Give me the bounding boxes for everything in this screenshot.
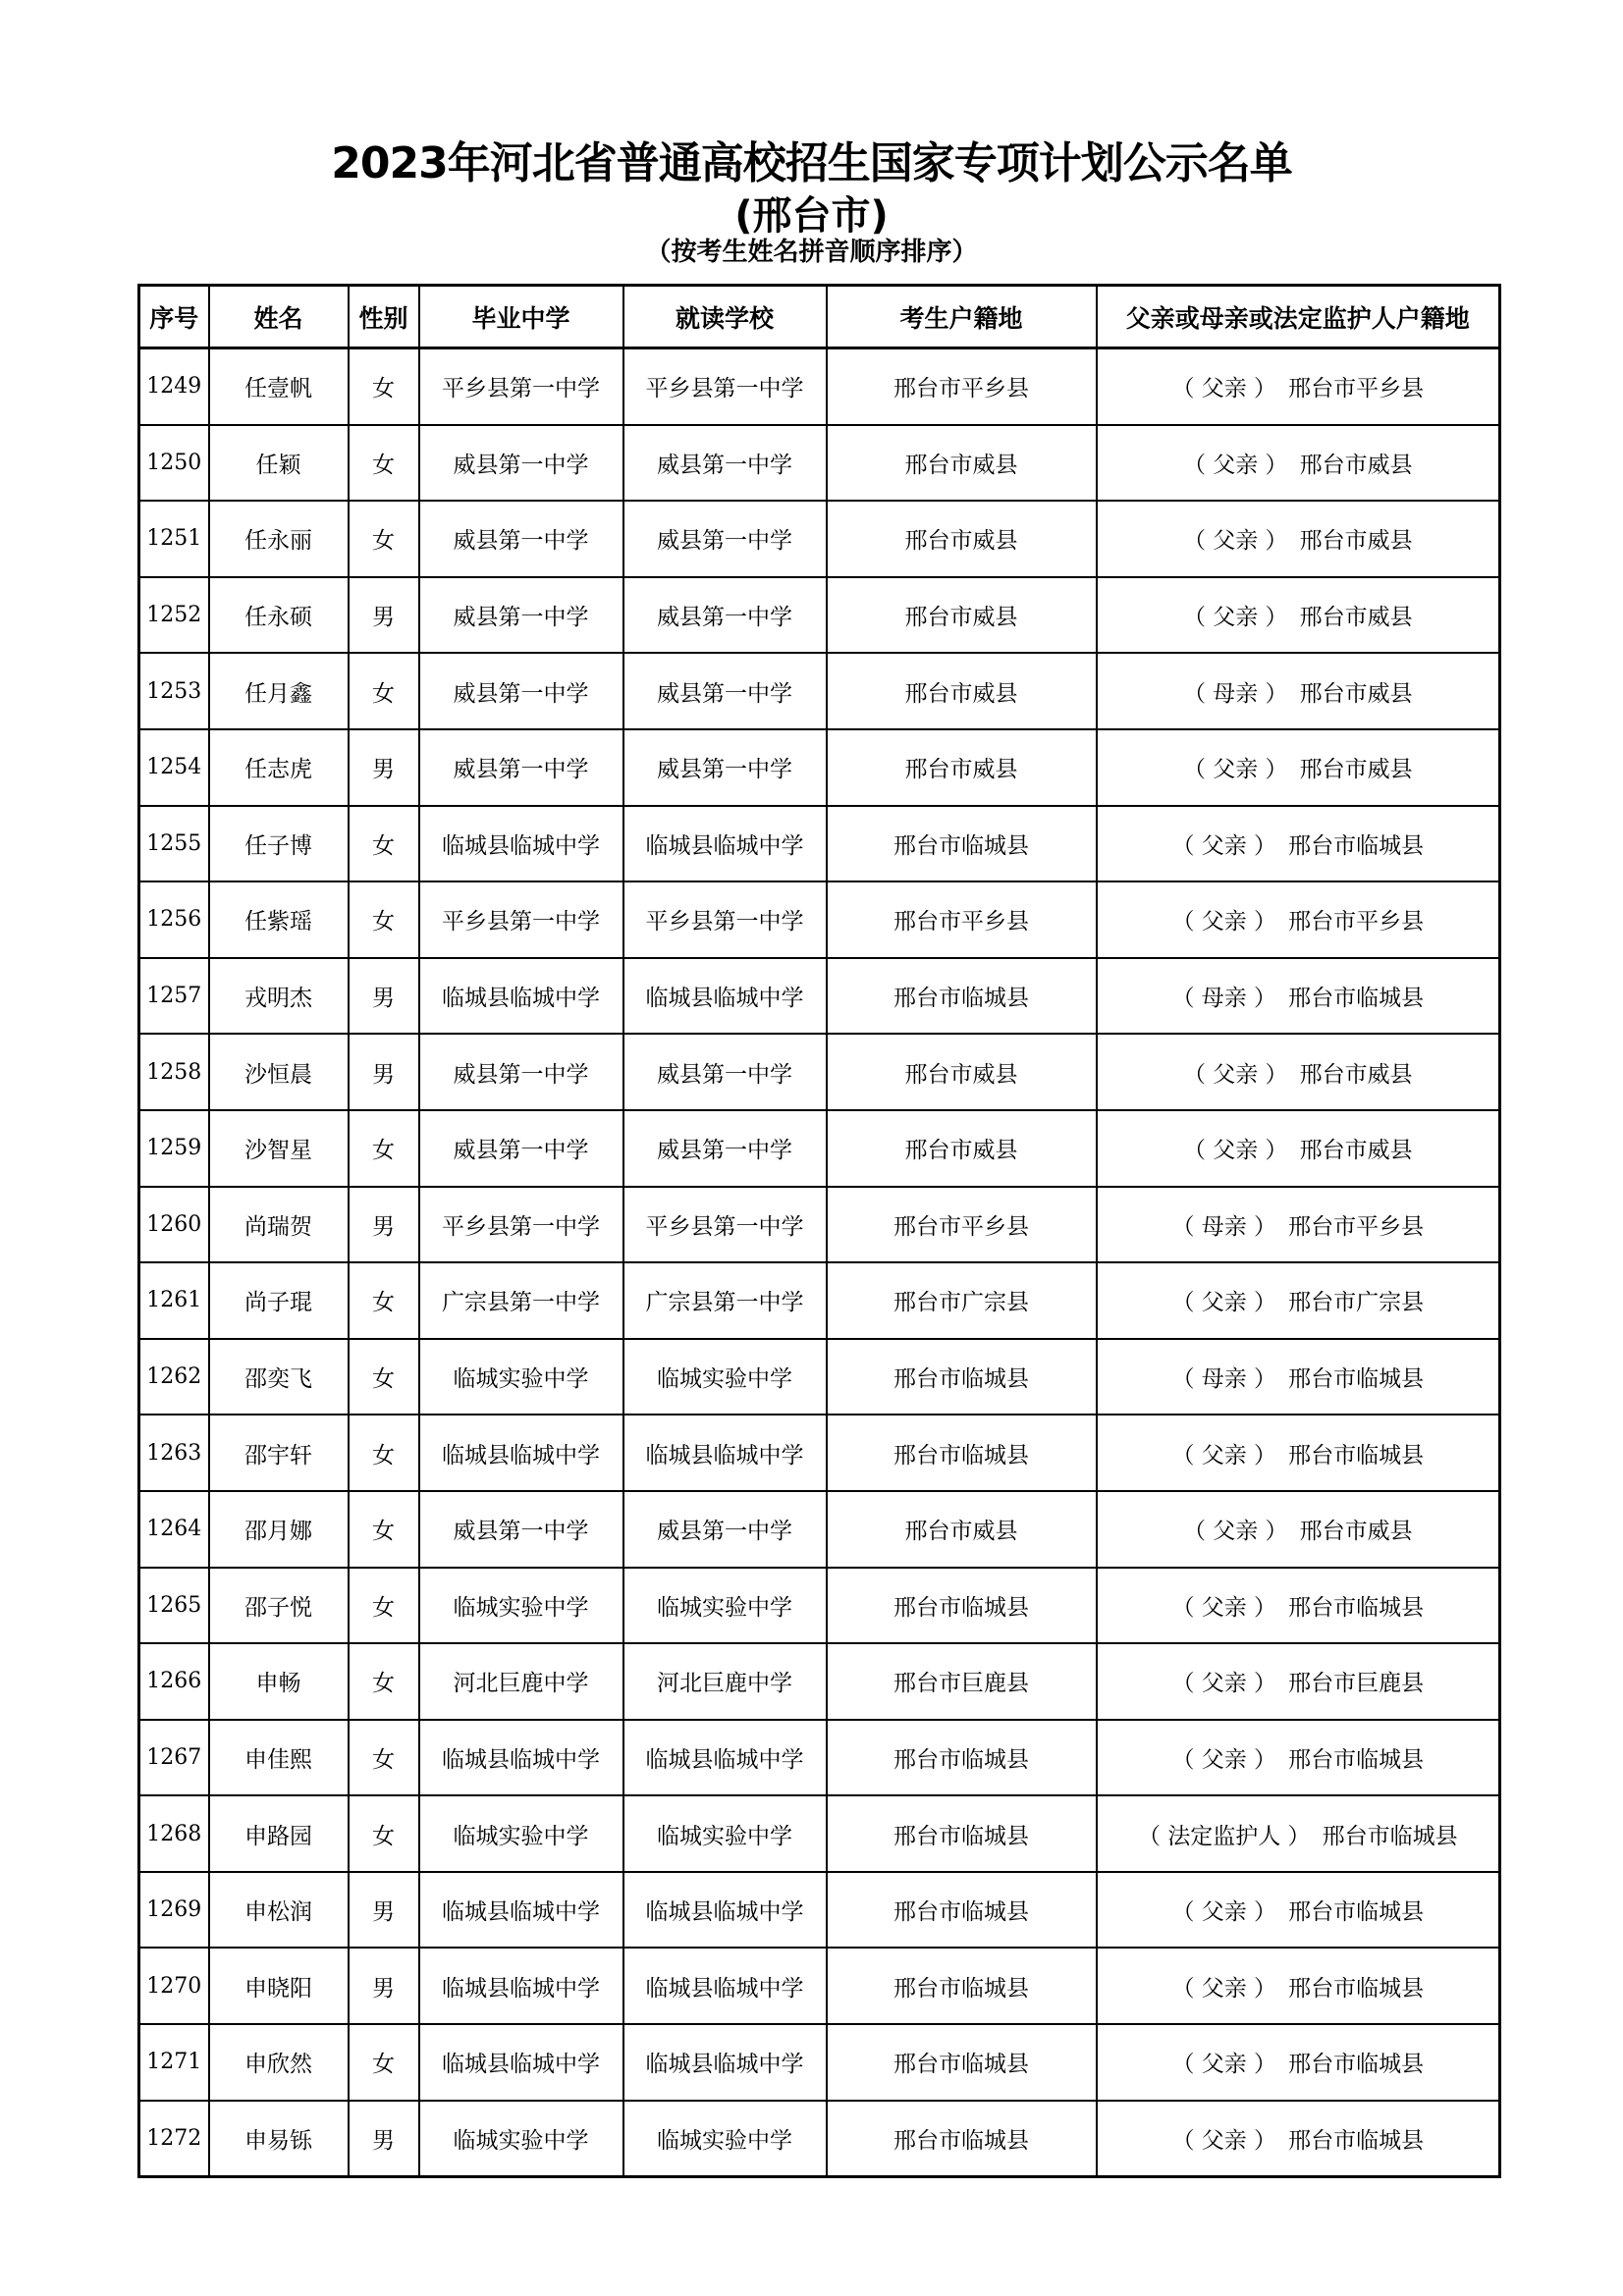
- parent-hukou-place: 邢台市威县: [1299, 1519, 1413, 1545]
- student-hukou-cell: 邢台市临城县: [827, 1795, 1097, 1872]
- parent-hukou-cell: [1097, 958, 1500, 1035]
- sex-cell: 女: [349, 2024, 419, 2101]
- parent-hukou-place: 邢台市威县: [1299, 1061, 1413, 1088]
- parent-hukou-place: 邢台市临城县: [1288, 1899, 1425, 1926]
- parent-hukou-place: 邢台市临城县: [1288, 2127, 1425, 2154]
- parent-hukou-place: 邢台市平乡县: [1288, 1213, 1425, 1240]
- name-cell: 沙智星: [209, 1110, 349, 1187]
- parent-hukou-place: 邢台市威县: [1299, 1138, 1413, 1164]
- sex-cell: 女: [349, 348, 419, 425]
- parent-relation: （ 母亲 ）: [1171, 1213, 1277, 1240]
- parent-hukou-cell: [1097, 1795, 1500, 1872]
- parent-hukou-place: 邢台市威县: [1299, 605, 1413, 631]
- current-school-cell: 威县第一中学: [623, 1034, 827, 1110]
- parent-hukou-cell: [1097, 1262, 1500, 1339]
- parent-relation: （ 父亲 ）: [1182, 605, 1288, 631]
- graduate-school-cell: 广宗县第一中学: [419, 1262, 623, 1339]
- current-school-cell: 威县第一中学: [623, 501, 827, 577]
- parent-relation: （ 父亲 ）: [1171, 1594, 1277, 1621]
- table-row: [139, 1720, 1500, 1796]
- student-hukou-cell: 邢台市威县: [827, 1110, 1097, 1187]
- name-cell: 尚子琨: [209, 1262, 349, 1339]
- current-school-cell: 威县第一中学: [623, 577, 827, 654]
- current-school-cell: 威县第一中学: [623, 1110, 827, 1187]
- sort-note: （按考生姓名拼音顺序排序）: [645, 238, 978, 267]
- parent-hukou-place: 邢台市临城县: [1288, 1442, 1425, 1468]
- header-parent-hukou: 父亲或母亲或法定监护人户籍地: [1097, 286, 1500, 348]
- table-row: [139, 1187, 1500, 1263]
- table-header-row: [139, 286, 1500, 348]
- table-row: [139, 1491, 1500, 1568]
- table-row: [139, 1948, 1500, 2024]
- current-school-cell: 临城县临城中学: [623, 1948, 827, 2024]
- student-list-table: [137, 284, 1501, 2178]
- current-school-cell: 广宗县第一中学: [623, 1262, 827, 1339]
- name-cell: 申佳熙: [209, 1720, 349, 1796]
- parent-relation: （ 母亲 ）: [1171, 1366, 1277, 1393]
- table-row: [139, 1339, 1500, 1415]
- parent-hukou-cell: [1097, 653, 1500, 729]
- graduate-school-cell: 威县第一中学: [419, 729, 623, 806]
- current-school-cell: 临城实验中学: [623, 1339, 827, 1415]
- student-hukou-cell: 邢台市威县: [827, 425, 1097, 502]
- sex-cell: 女: [349, 1643, 419, 1720]
- current-school-cell: 平乡县第一中学: [623, 348, 827, 425]
- sex-cell: 女: [349, 1415, 419, 1491]
- parent-relation: （ 父亲 ）: [1182, 452, 1288, 478]
- student-hukou-cell: 邢台市临城县: [827, 958, 1097, 1035]
- current-school-cell: 临城实验中学: [623, 1795, 827, 1872]
- sex-cell: 女: [349, 653, 419, 729]
- name-cell: 邵子悦: [209, 1568, 349, 1644]
- graduate-school-cell: 临城县临城中学: [419, 958, 623, 1035]
- student-hukou-cell: 邢台市威县: [827, 729, 1097, 806]
- graduate-school-cell: 平乡县第一中学: [419, 348, 623, 425]
- sex-cell: 男: [349, 1187, 419, 1263]
- sex-cell: 女: [349, 501, 419, 577]
- parent-hukou-place: 邢台市临城县: [1288, 832, 1425, 859]
- name-cell: 任志虎: [209, 729, 349, 806]
- table-row: [139, 958, 1500, 1035]
- parent-relation: （ 父亲 ）: [1171, 909, 1277, 935]
- graduate-school-cell: 临城县临城中学: [419, 1415, 623, 1491]
- parent-hukou-place: 邢台市临城县: [1322, 1823, 1458, 1849]
- table-row: [139, 1110, 1500, 1187]
- student-hukou-cell: 邢台市临城县: [827, 1568, 1097, 1644]
- parent-relation: （ 父亲 ）: [1171, 1290, 1277, 1316]
- graduate-school-cell: 临城县临城中学: [419, 2024, 623, 2101]
- index-cell: 1261: [139, 1262, 209, 1339]
- graduate-school-cell: 平乡县第一中学: [419, 1187, 623, 1263]
- sex-cell: 女: [349, 1491, 419, 1568]
- index-cell: 1265: [139, 1568, 209, 1644]
- sex-cell: 女: [349, 425, 419, 502]
- index-cell: 1270: [139, 1948, 209, 2024]
- parent-hukou-cell: [1097, 1948, 1500, 2024]
- parent-relation: （ 母亲 ）: [1171, 986, 1277, 1012]
- sex-cell: 女: [349, 1110, 419, 1187]
- student-hukou-cell: 邢台市平乡县: [827, 348, 1097, 425]
- parent-relation: （ 父亲 ）: [1171, 1899, 1277, 1926]
- parent-hukou-cell: [1097, 2024, 1500, 2101]
- student-hukou-cell: 邢台市临城县: [827, 1872, 1097, 1949]
- index-cell: 1253: [139, 653, 209, 729]
- parent-hukou-place: 邢台市威县: [1299, 680, 1413, 707]
- name-cell: 任紫瑶: [209, 881, 349, 958]
- student-hukou-cell: 邢台市平乡县: [827, 881, 1097, 958]
- name-cell: 任壹帆: [209, 348, 349, 425]
- parent-hukou-cell: [1097, 2101, 1500, 2177]
- parent-hukou-cell: [1097, 1034, 1500, 1110]
- sex-cell: 女: [349, 1339, 419, 1415]
- parent-hukou-cell: [1097, 806, 1500, 882]
- parent-hukou-place: 邢台市临城县: [1288, 2052, 1425, 2078]
- graduate-school-cell: 威县第一中学: [419, 501, 623, 577]
- parent-relation: （ 父亲 ）: [1171, 1746, 1277, 1773]
- parent-hukou-place: 邢台市临城县: [1288, 986, 1425, 1012]
- student-hukou-cell: 邢台市临城县: [827, 2024, 1097, 2101]
- name-cell: 申畅: [209, 1643, 349, 1720]
- document-subtitle: (邢台市): [734, 193, 889, 239]
- index-cell: 1263: [139, 1415, 209, 1491]
- parent-relation: （ 父亲 ）: [1182, 1519, 1288, 1545]
- name-cell: 尚瑞贺: [209, 1187, 349, 1263]
- current-school-cell: 临城县临城中学: [623, 958, 827, 1035]
- graduate-school-cell: 临城实验中学: [419, 1568, 623, 1644]
- parent-hukou-cell: [1097, 348, 1500, 425]
- parent-hukou-place: 邢台市临城县: [1288, 1594, 1425, 1621]
- index-cell: 1272: [139, 2101, 209, 2177]
- current-school-cell: 临城县临城中学: [623, 1415, 827, 1491]
- header-sex: 性别: [349, 286, 419, 348]
- sex-cell: 男: [349, 1948, 419, 2024]
- graduate-school-cell: 威县第一中学: [419, 1491, 623, 1568]
- header-current-school: 就读学校: [623, 286, 827, 348]
- sex-cell: 男: [349, 1872, 419, 1949]
- index-cell: 1249: [139, 348, 209, 425]
- table-row: [139, 1034, 1500, 1110]
- parent-hukou-cell: [1097, 1720, 1500, 1796]
- index-cell: 1255: [139, 806, 209, 882]
- parent-hukou-place: 邢台市巨鹿县: [1288, 1671, 1425, 1697]
- parent-relation: （ 父亲 ）: [1182, 528, 1288, 555]
- parent-hukou-place: 邢台市威县: [1299, 452, 1413, 478]
- student-hukou-cell: 邢台市临城县: [827, 1720, 1097, 1796]
- graduate-school-cell: 临城县临城中学: [419, 1872, 623, 1949]
- parent-hukou-place: 邢台市临城县: [1288, 1746, 1425, 1773]
- parent-relation: （ 父亲 ）: [1171, 2127, 1277, 2154]
- parent-relation: （ 父亲 ）: [1171, 832, 1277, 859]
- name-cell: 邵宇轩: [209, 1415, 349, 1491]
- name-cell: 邵月娜: [209, 1491, 349, 1568]
- student-hukou-cell: 邢台市临城县: [827, 1339, 1097, 1415]
- table-row: [139, 1568, 1500, 1644]
- parent-hukou-cell: [1097, 577, 1500, 654]
- student-hukou-cell: 邢台市临城县: [827, 1415, 1097, 1491]
- graduate-school-cell: 威县第一中学: [419, 1034, 623, 1110]
- header-name: 姓名: [209, 286, 349, 348]
- index-cell: 1260: [139, 1187, 209, 1263]
- table-row: [139, 729, 1500, 806]
- index-cell: 1256: [139, 881, 209, 958]
- current-school-cell: 临城实验中学: [623, 1568, 827, 1644]
- name-cell: 申路园: [209, 1795, 349, 1872]
- graduate-school-cell: 河北巨鹿中学: [419, 1643, 623, 1720]
- name-cell: 任永硕: [209, 577, 349, 654]
- current-school-cell: 河北巨鹿中学: [623, 1643, 827, 1720]
- student-hukou-cell: 邢台市威县: [827, 1491, 1097, 1568]
- parent-hukou-cell: [1097, 729, 1500, 806]
- name-cell: 任颖: [209, 425, 349, 502]
- sex-cell: 男: [349, 2101, 419, 2177]
- current-school-cell: 临城县临城中学: [623, 1720, 827, 1796]
- name-cell: 戎明杰: [209, 958, 349, 1035]
- graduate-school-cell: 威县第一中学: [419, 425, 623, 502]
- name-cell: 申松润: [209, 1872, 349, 1949]
- sex-cell: 女: [349, 806, 419, 882]
- student-hukou-cell: 邢台市临城县: [827, 2101, 1097, 2177]
- table-row: [139, 1643, 1500, 1720]
- graduate-school-cell: 临城实验中学: [419, 1339, 623, 1415]
- index-cell: 1250: [139, 425, 209, 502]
- parent-hukou-place: 邢台市临城县: [1288, 1975, 1425, 2002]
- table-row: [139, 1872, 1500, 1949]
- index-cell: 1264: [139, 1491, 209, 1568]
- parent-relation: （ 父亲 ）: [1171, 1671, 1277, 1697]
- parent-hukou-cell: [1097, 1568, 1500, 1644]
- graduate-school-cell: 平乡县第一中学: [419, 881, 623, 958]
- parent-hukou-cell: [1097, 1187, 1500, 1263]
- student-hukou-cell: 邢台市威县: [827, 653, 1097, 729]
- header-student-hukou: 考生户籍地: [827, 286, 1097, 348]
- graduate-school-cell: 临城县临城中学: [419, 1948, 623, 2024]
- current-school-cell: 威县第一中学: [623, 729, 827, 806]
- parent-relation: （ 父亲 ）: [1182, 757, 1288, 783]
- parent-hukou-place: 邢台市威县: [1299, 757, 1413, 783]
- parent-relation: （ 父亲 ）: [1182, 1061, 1288, 1088]
- parent-relation: （ 父亲 ）: [1171, 1975, 1277, 2002]
- parent-relation: （ 母亲 ）: [1182, 680, 1288, 707]
- parent-hukou-cell: [1097, 425, 1500, 502]
- sex-cell: 女: [349, 881, 419, 958]
- parent-hukou-cell: [1097, 1491, 1500, 1568]
- sex-cell: 女: [349, 1720, 419, 1796]
- index-cell: 1252: [139, 577, 209, 654]
- name-cell: 申易铄: [209, 2101, 349, 2177]
- student-hukou-cell: 邢台市威县: [827, 1034, 1097, 1110]
- graduate-school-cell: 威县第一中学: [419, 577, 623, 654]
- name-cell: 沙恒晨: [209, 1034, 349, 1110]
- name-cell: 邵奕飞: [209, 1339, 349, 1415]
- student-hukou-cell: 邢台市巨鹿县: [827, 1643, 1097, 1720]
- current-school-cell: 威县第一中学: [623, 1491, 827, 1568]
- table-row: [139, 348, 1500, 425]
- sex-cell: 男: [349, 577, 419, 654]
- index-cell: 1262: [139, 1339, 209, 1415]
- table-row: [139, 1262, 1500, 1339]
- table-row: [139, 501, 1500, 577]
- sex-cell: 女: [349, 1568, 419, 1644]
- graduate-school-cell: 临城实验中学: [419, 1795, 623, 1872]
- index-cell: 1269: [139, 1872, 209, 1949]
- table-row: [139, 881, 1500, 958]
- parent-relation: （ 父亲 ）: [1171, 2052, 1277, 2078]
- student-hukou-cell: 邢台市临城县: [827, 806, 1097, 882]
- table-row: [139, 806, 1500, 882]
- parent-hukou-cell: [1097, 1339, 1500, 1415]
- sex-cell: 女: [349, 1262, 419, 1339]
- parent-relation: （ 父亲 ）: [1182, 1138, 1288, 1164]
- document-title: 2023年河北省普通高校招生国家专项计划公示名单: [331, 138, 1292, 188]
- header-index: 序号: [139, 286, 209, 348]
- table-row: [139, 653, 1500, 729]
- parent-hukou-place: 邢台市广宗县: [1288, 1290, 1425, 1316]
- index-cell: 1268: [139, 1795, 209, 1872]
- parent-hukou-place: 邢台市平乡县: [1288, 909, 1425, 935]
- index-cell: 1254: [139, 729, 209, 806]
- student-hukou-cell: 邢台市平乡县: [827, 1187, 1097, 1263]
- student-hukou-cell: 邢台市广宗县: [827, 1262, 1097, 1339]
- graduate-school-cell: 威县第一中学: [419, 1110, 623, 1187]
- index-cell: 1267: [139, 1720, 209, 1796]
- student-hukou-cell: 邢台市威县: [827, 501, 1097, 577]
- name-cell: 申欣然: [209, 2024, 349, 2101]
- student-hukou-cell: 邢台市威县: [827, 577, 1097, 654]
- index-cell: 1271: [139, 2024, 209, 2101]
- index-cell: 1258: [139, 1034, 209, 1110]
- name-cell: 申晓阳: [209, 1948, 349, 2024]
- student-hukou-cell: 邢台市临城县: [827, 1948, 1097, 2024]
- table-row: [139, 2101, 1500, 2177]
- parent-relation: （ 法定监护人 ）: [1137, 1823, 1311, 1849]
- sex-cell: 女: [349, 1795, 419, 1872]
- current-school-cell: 平乡县第一中学: [623, 881, 827, 958]
- parent-hukou-place: 邢台市威县: [1299, 528, 1413, 555]
- table-row: [139, 425, 1500, 502]
- index-cell: 1257: [139, 958, 209, 1035]
- current-school-cell: 威县第一中学: [623, 425, 827, 502]
- sex-cell: 男: [349, 1034, 419, 1110]
- graduate-school-cell: 威县第一中学: [419, 653, 623, 729]
- table-row: [139, 1795, 1500, 1872]
- parent-hukou-place: 邢台市平乡县: [1288, 376, 1425, 402]
- current-school-cell: 威县第一中学: [623, 653, 827, 729]
- parent-hukou-cell: [1097, 1643, 1500, 1720]
- table-row: [139, 577, 1500, 654]
- sex-cell: 男: [349, 958, 419, 1035]
- current-school-cell: 临城县临城中学: [623, 1872, 827, 1949]
- parent-hukou-cell: [1097, 881, 1500, 958]
- current-school-cell: 临城县临城中学: [623, 806, 827, 882]
- parent-hukou-place: 邢台市临城县: [1288, 1366, 1425, 1393]
- name-cell: 任永丽: [209, 501, 349, 577]
- parent-hukou-cell: [1097, 1110, 1500, 1187]
- graduate-school-cell: 临城县临城中学: [419, 1720, 623, 1796]
- table-row: [139, 1415, 1500, 1491]
- name-cell: 任子博: [209, 806, 349, 882]
- index-cell: 1259: [139, 1110, 209, 1187]
- graduate-school-cell: 临城县临城中学: [419, 806, 623, 882]
- sex-cell: 男: [349, 729, 419, 806]
- parent-relation: （ 父亲 ）: [1171, 1442, 1277, 1468]
- parent-hukou-cell: [1097, 1872, 1500, 1949]
- parent-hukou-cell: [1097, 501, 1500, 577]
- header-graduate-school: 毕业中学: [419, 286, 623, 348]
- current-school-cell: 临城县临城中学: [623, 2024, 827, 2101]
- name-cell: 任月鑫: [209, 653, 349, 729]
- parent-relation: （ 父亲 ）: [1171, 376, 1277, 402]
- current-school-cell: 临城实验中学: [623, 2101, 827, 2177]
- index-cell: 1266: [139, 1643, 209, 1720]
- index-cell: 1251: [139, 501, 209, 577]
- current-school-cell: 平乡县第一中学: [623, 1187, 827, 1263]
- parent-hukou-cell: [1097, 1415, 1500, 1491]
- table-row: [139, 2024, 1500, 2101]
- graduate-school-cell: 临城实验中学: [419, 2101, 623, 2177]
